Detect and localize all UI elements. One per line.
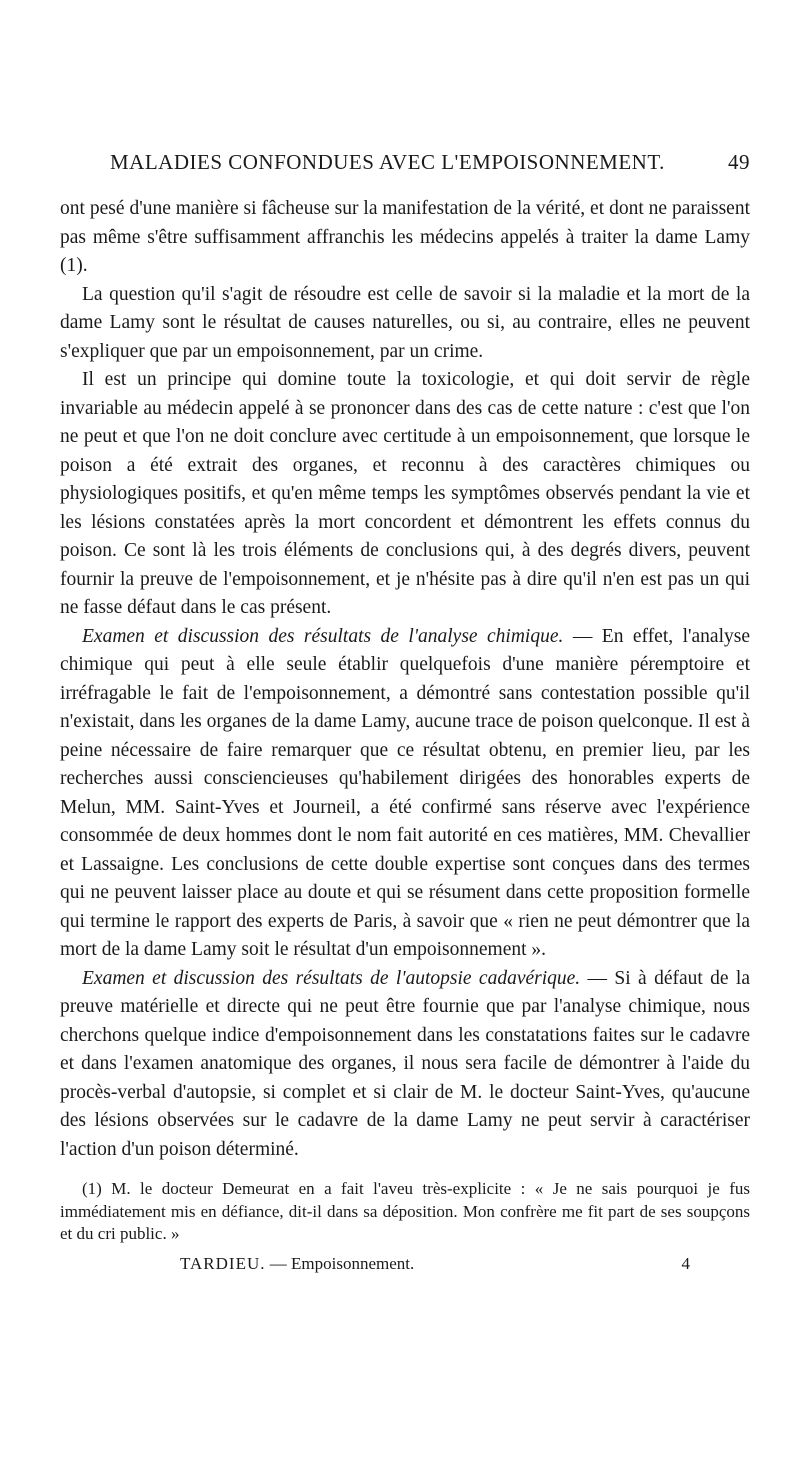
footer-left [180, 1254, 414, 1274]
section-heading-autopsy: Examen et discussion des résultats de l'autopsie cadavérique. [82, 967, 581, 989]
footnote: (1) M. le docteur Demeurat en a fait l'aveu très-explicite : « Je ne sais pourquoi je fus immédiatement mis en défiance, dit-il dans sa déposition. Mon confrère me fit part de ses soupçons et du cri public. » [60, 1179, 750, 1243]
body-text [60, 195, 750, 1164]
paragraph-4 [60, 623, 750, 965]
paragraph-4-text: — En effet, l'analyse chimique qui peut à elle seule établir quelquefois d'une manière péremptoire et irréfragable le fait de l'empoisonnement, a démontré sans contestation possible qu'il n'existait, dans les organes de la dame Lamy, aucune trace de poison quelconque. Il est à peine nécessaire de faire remarquer que ce résultat obtenu, en premier lieu, par les recherches aussi consciencieuses qu'habilement dirigées des honorables experts de Melun, MM. Saint-Yves et Journeil, a été confirmé sans réserve avec l'expérience consommée de deux hommes dont le nom fait autorité en ces matières, MM. Chevallier et Lassaigne. Les conclusions de cette double expertise sont conçues dans des termes qui ne peuvent laisser place au doute et qui se résument dans cette proposition formelle qui termine le rapport des experts de Paris, à savoir que « rien ne peut démontrer que la mort de la dame Lamy soit le résultat d'un empoisonnement ». [60, 625, 750, 960]
paragraph-2: La question qu'il s'agit de résoudre est celle de savoir si la maladie et la mort de la dame Lamy sont le résultat de causes naturelles, ou si, au contraire, elles ne peuvent s'expliquer que par un empoisonnement, par un crime. [60, 283, 750, 362]
paragraph-5 [60, 965, 750, 1165]
section-heading-chemical: Examen et discussion des résultats de l'analyse chimique. [82, 625, 564, 647]
footer-author: TARDIEU. [180, 1253, 266, 1273]
footer-work: — Empoisonnement. [269, 1253, 415, 1273]
signature-mark: 4 [681, 1253, 690, 1273]
page [60, 150, 750, 1274]
running-header [60, 150, 750, 175]
paragraph-1: ont pesé d'une manière si fâcheuse sur la manifestation de la vérité, et dont ne paraissent pas même s'être suffisamment affranchis les médecins appelés à traiter la dame Lamy (1). [60, 198, 750, 276]
running-title: MALADIES CONFONDUES AVEC L'EMPOISONNEMENT. [110, 150, 665, 174]
paragraph-3: Il est un principe qui domine toute la toxicologie, et qui doit servir de règle invariable au médecin appelé à se prononcer dans des cas de cette nature : c'est que l'on ne peut et que l'on ne doit conclure avec certitude à un empoisonnement, que lorsque le poison a été extrait des organes, et reconnu à des caractères chimiques ou physiologiques positifs, et qu'en même temps les symptômes observés pendant la vie et les lésions constatées après la mort concordent et démontrent les effets connus du poison. Ce sont là les trois éléments de conclusions qui, à des degrés divers, peuvent fournir la preuve de l'empoisonnement, et je n'hésite pas à dire qu'il n'en est pas un qui ne fasse défaut dans le cas présent. [60, 369, 750, 618]
page-number: 49 [728, 150, 750, 174]
paragraph-5-text: — Si à défaut de la preuve matérielle et directe qui ne peut être fournie que par l'analyse chimique, nous cherchons quelque indice d'empoisonnement dans les constatations faites sur le cadavre et dans l'examen anatomique des organes, il nous sera facile de démontrer à l'aide du procès-verbal d'autopsie, si complet et si clair de M. le docteur Saint-Yves, qu'aucune des lésions observées sur le cadavre de la dame Lamy ne peut servir à caractériser l'action d'un poison déterminé. [60, 967, 750, 1160]
page-footer [60, 1254, 750, 1274]
